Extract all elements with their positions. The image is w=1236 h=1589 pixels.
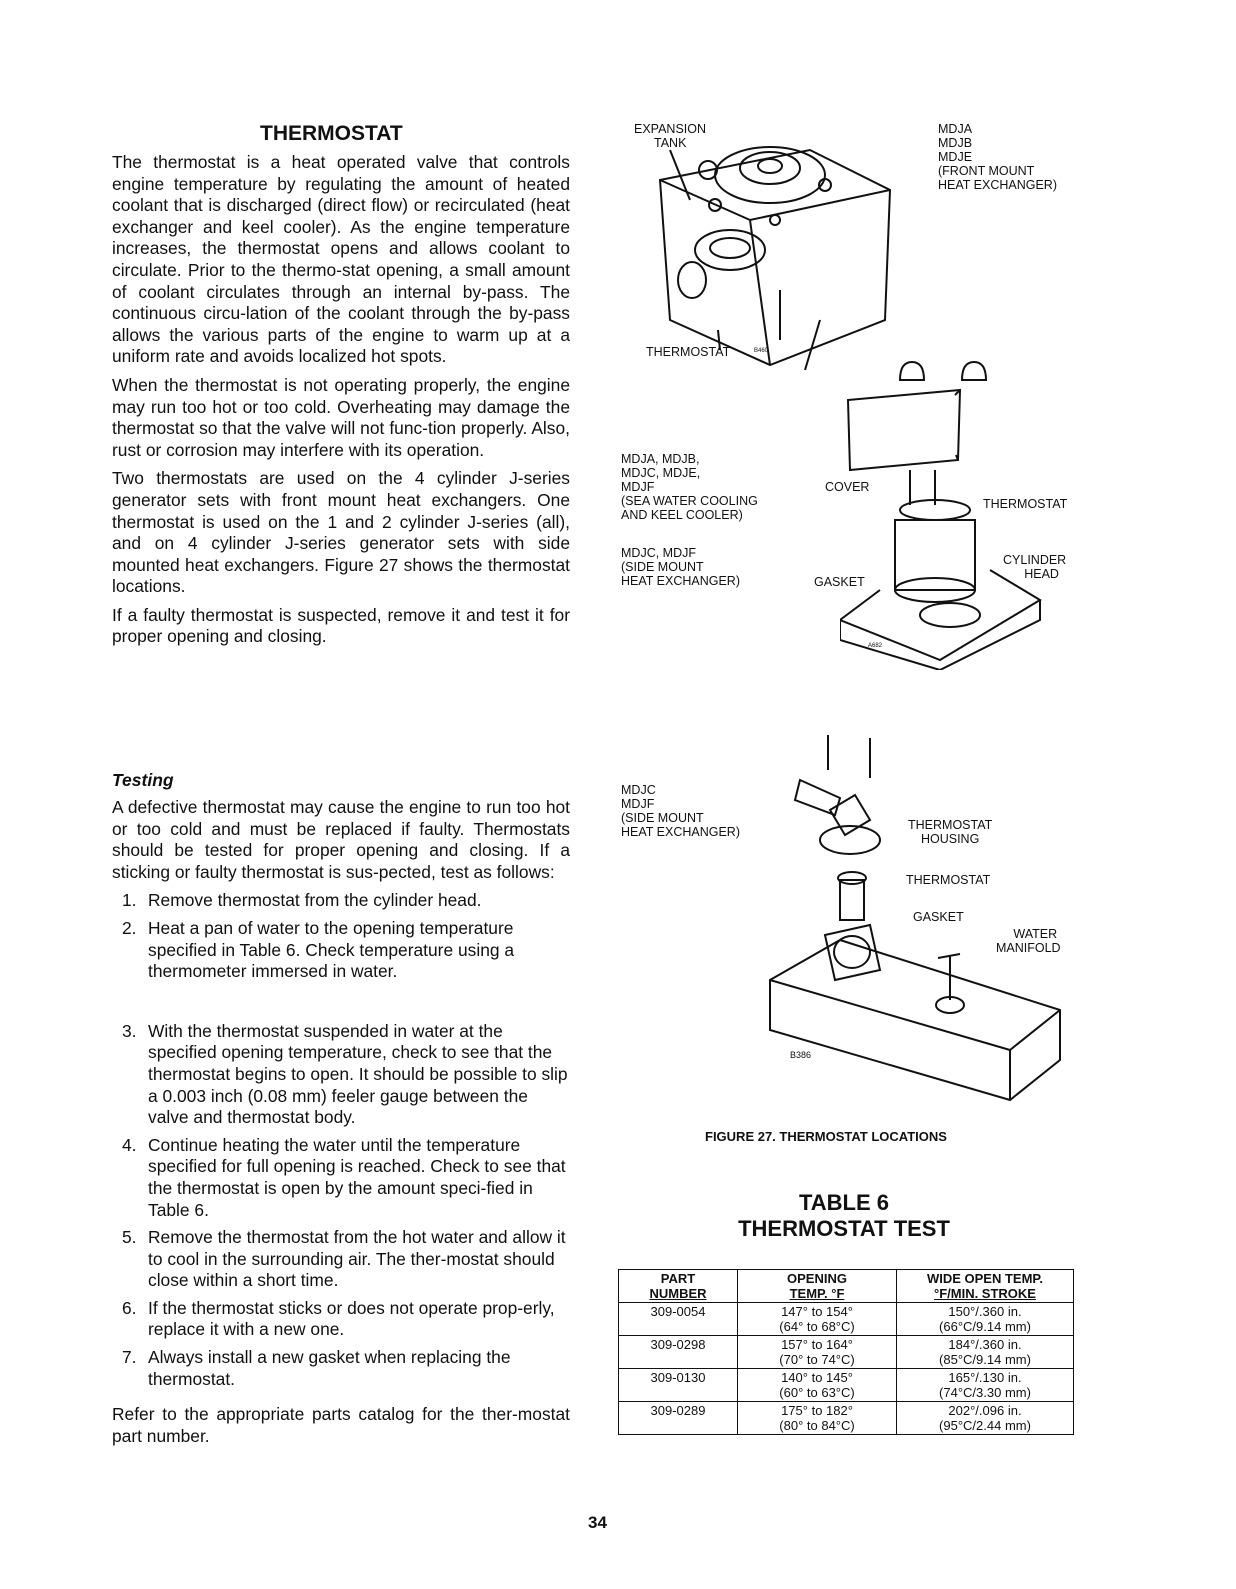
expansion-tank-diagram (630, 130, 930, 380)
figure-code-mid: A682 (868, 643, 883, 649)
testing-intro: A defective thermostat may cause the engine to run too hot or too cold and must be replaced if faulty. Thermostats should be tested for proper opening and closing. If a sticking or faulty thermostat is sus-pected, test as follows: (112, 797, 570, 882)
label-models-side-mount: MDJC, MDJF (SIDE MOUNT HEAT EXCHANGER) (621, 546, 741, 588)
nut-icon (962, 362, 986, 380)
tank-body (660, 150, 890, 365)
testing-text (112, 797, 570, 1454)
label-models-sea-water: MDJA, MDJB, MDJC, MDJE, MDJF (SEA WATER COOLING AND KEEL COOLER) (621, 452, 758, 522)
figure-code-top: B460 (754, 348, 769, 354)
label-cover: COVER (825, 480, 870, 494)
list-item: 1. Remove thermostat from the cylinder head. (122, 890, 482, 911)
housing (820, 826, 880, 854)
testing-footer: Refer to the appropriate parts catalog for the ther-mostat part number. (112, 1404, 570, 1446)
thermostat-test-table (618, 1269, 1074, 1435)
head-base (840, 570, 1040, 660)
table-row: 309-0130 140° to 145° (60° to 63°C) 165°/.130 in. (74°C/3.30 mm) (619, 1369, 1074, 1402)
label-models-bottom: MDJC MDJF (SIDE MOUNT HEAT EXCHANGER) (621, 783, 741, 839)
label-thermostat-housing: THERMOSTAT HOUSING (908, 818, 993, 846)
table-header-row: PART NUMBER OPENING TEMP. °F WIDE OPEN TEMP. °F/MIN. STROKE (619, 1270, 1074, 1303)
label-cylinder-head: CYLINDER HEAD (1003, 553, 1067, 581)
label-thermostat-bottom: THERMOSTAT (906, 873, 991, 887)
hose (795, 780, 840, 815)
bolt-icon (828, 735, 870, 778)
list-item: 6. If the thermostat sticks or does not operate prop-erly, replace it with a new one. (122, 1297, 555, 1340)
table-row: 309-0289 175° to 182° (80° to 84°C) 202°/.096 in. (95°C/2.44 mm) (619, 1402, 1074, 1435)
cover-plate (848, 390, 960, 470)
label-gasket-mid: GASKET (814, 575, 865, 589)
label-thermostat-top: THERMOSTAT (646, 345, 731, 359)
table-row: 309-0298 157° to 164° (70° to 74°C) 184°/.360 in. (85°C/9.14 mm) (619, 1336, 1074, 1369)
section-title: THERMOSTAT (260, 122, 403, 145)
cylinder-head-diagram (840, 360, 1060, 670)
table-title: TABLE 6 THERMOSTAT TEST (738, 1190, 950, 1241)
label-models-front-mount: MDJA MDJB MDJE (FRONT MOUNT HEAT EXCHANGER) (938, 122, 1058, 192)
nut-icon (900, 362, 924, 380)
paragraph: The thermostat is a heat operated valve that controls engine temperature by regulating the amount of heated coolant that is discharged (direct flow) or recirculated (heat exchanger and keel cooler). As the engine temperature increases, the thermostat opens and allows coolant to circulate. Prior to the thermo-stat opening, a small amount of coolant circulates through an internal by-pass. The continuous circu-lation of the coolant through the by-pass allows the various parts of the engine to warm up at a uniform rate and avoids localized hot spots. (112, 152, 570, 367)
label-gasket-bottom: GASKET (913, 910, 964, 924)
label-water-manifold: WATER MANIFOLD (996, 927, 1061, 955)
list-item: 4. Continue heating the water until the temperature specified for full opening is reached. Check to see that the thermostat is open by the amount speci-fied in Table 6. (122, 1134, 566, 1220)
thermostat-bottom-body (840, 880, 864, 920)
paragraph: If a faulty thermostat is suspected, remove it and test it for proper opening and closing. (112, 604, 570, 647)
list-item: 2. Heat a pan of water to the opening temperature specified in Table 6. Check temperature using a thermometer immersed in water. (122, 917, 515, 982)
page-number: 34 (588, 1513, 607, 1532)
testing-heading: Testing (112, 770, 174, 790)
filler-neck (715, 147, 825, 203)
intro-text (112, 152, 570, 655)
water-manifold-diagram (760, 730, 1080, 1110)
list-item: 5. Remove the thermostat from the hot water and allow it to cool in the surrounding air. The ther-mostat should close within a short time. (122, 1227, 566, 1291)
paragraph: When the thermostat is not operating properly, the engine may run too hot or too cold. Overheating may damage the thermostat so that the valve will not func-tion properly. Also, rust or corrosion may interfere with its operation. (112, 374, 570, 460)
list-item: 3. With the thermostat suspended in water at the specified opening temperature, check to see that the thermostat begins to open. It should be possible to slip a 0.003 inch (0.08 mm) feeler gauge between the valve and thermostat body. (122, 1020, 568, 1128)
manifold-body (770, 940, 1060, 1100)
table-row: 309-0054 147° to 154° (64° to 68°C) 150°/.360 in. (66°C/9.14 mm) (619, 1303, 1074, 1336)
list-item: 7. Always install a new gasket when replacing the thermostat. (122, 1347, 511, 1389)
paragraph: Two thermostats are used on the 4 cylinder J-series generator sets with front mount heat exchangers. One thermostat is used on the 1 and 2 cylinder J-series (all), and on 4 cylinder J-series generator sets with side mounted heat exchangers. Figure 27 shows the thermostat locations. (112, 468, 570, 597)
test-steps (112, 890, 570, 1390)
thermostat-body (895, 520, 975, 590)
figure-code-bottom: B386 (790, 1050, 812, 1060)
figure-caption: FIGURE 27. THERMOSTAT LOCATIONS (705, 1129, 947, 1144)
label-thermostat-mid: THERMOSTAT (983, 497, 1068, 511)
label-expansion-tank: EXPANSION TANK (634, 122, 707, 150)
